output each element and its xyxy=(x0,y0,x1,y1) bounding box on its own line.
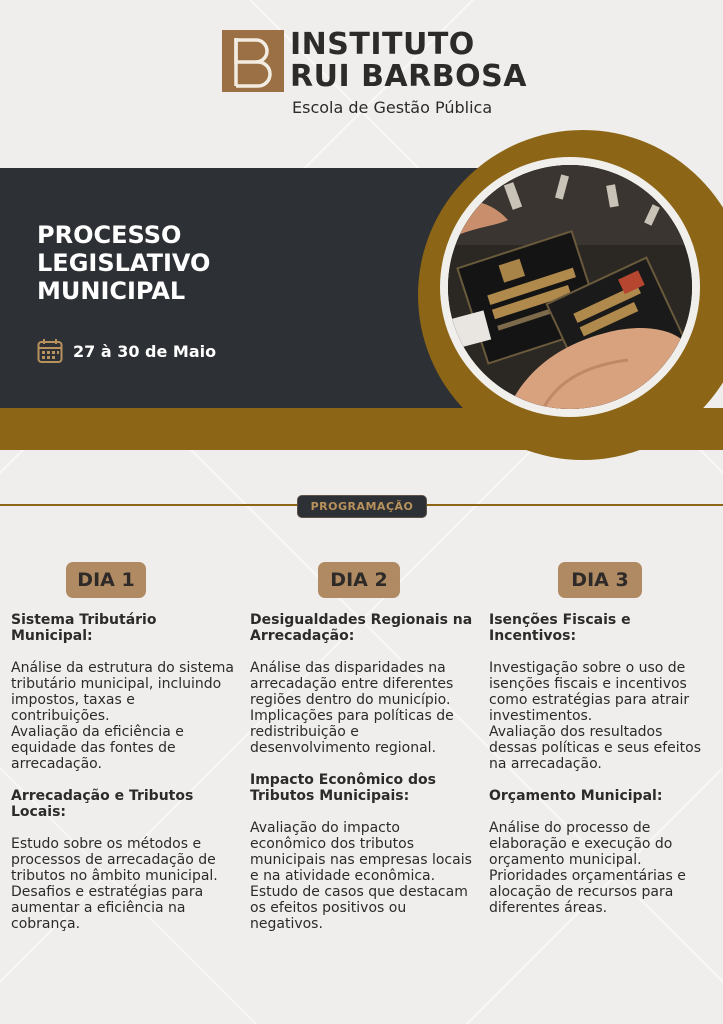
logo-line-1: INSTITUTO xyxy=(290,27,475,62)
day-1-topic-1-text: Análise da estrutura do sistema tributário municipal, incluindo impostos, taxas e contribuições. Avaliação da eficiência e equidade das fontes de arrecadação. xyxy=(11,660,234,772)
event-title xyxy=(37,221,297,305)
event-title-line-1: PROCESSO xyxy=(37,221,182,249)
day-1-topic-2-title: Arrecadação e Tributos Locais: xyxy=(11,788,194,820)
day-2-topic-2-text: Avaliação do impacto econômico dos tributos municipais nas empresas locais e na atividade econômica. Estudo de casos que destacam os efeitos positivos ou negativos. xyxy=(250,820,472,932)
day-2-topic-2-title: Impacto Econômico dos Tributos Municipais: xyxy=(250,772,436,804)
day-2-topic-1-text: Análise das disparidades na arrecadação entre diferentes regiões dentro do município. Implicações para políticas de redistribuição e desenvolvimento regional. xyxy=(250,660,454,756)
day-3-column xyxy=(489,612,713,932)
event-photo xyxy=(448,165,692,409)
day-3-topic-2-text: Análise do processo de elaboração e execução do orçamento municipal. Prioridades orçamentárias e alocação de recursos para diferentes áreas. xyxy=(489,820,686,916)
logo-subtitle: Escola de Gestão Pública xyxy=(292,98,493,117)
day-1-badge: DIA 1 xyxy=(66,562,146,598)
day-1-column xyxy=(11,612,235,948)
event-date-text: 27 à 30 de Maio xyxy=(73,341,217,361)
day-2-column xyxy=(250,612,474,948)
section-label: PROGRAMAÇÃO xyxy=(297,495,427,518)
day-3-topic-1-title: Isenções Fiscais e Incentivos: xyxy=(489,612,631,644)
day-3-topic-1-text: Investigação sobre o uso de isenções fiscais e incentivos como estratégias para atrair investimentos. Avaliação dos resultados dessas políticas e seus efeitos na arrecadação. xyxy=(489,660,702,772)
logo-line-2: RUI BARBOSA xyxy=(290,59,527,94)
day-3-badge: DIA 3 xyxy=(558,562,642,598)
event-title-line-3: MUNICIPAL xyxy=(37,277,186,305)
event-date xyxy=(37,338,216,364)
logo-b-mark-icon xyxy=(222,30,284,92)
calendar-icon xyxy=(37,338,63,364)
day-1-topic-1-title: Sistema Tributário Municipal: xyxy=(11,612,157,644)
day-2-topic-1-title: Desigualdades Regionais na Arrecadação: xyxy=(250,612,473,644)
day-2-badge: DIA 2 xyxy=(318,562,400,598)
day-1-topic-2-text: Estudo sobre os métodos e processos de arrecadação de tributos no âmbito municipal. Desafios e estratégias para aumentar a eficiência na cobrança. xyxy=(11,836,218,932)
day-3-topic-2-title: Orçamento Municipal: xyxy=(489,788,663,804)
event-title-line-2: LEGISLATIVO xyxy=(37,249,211,277)
